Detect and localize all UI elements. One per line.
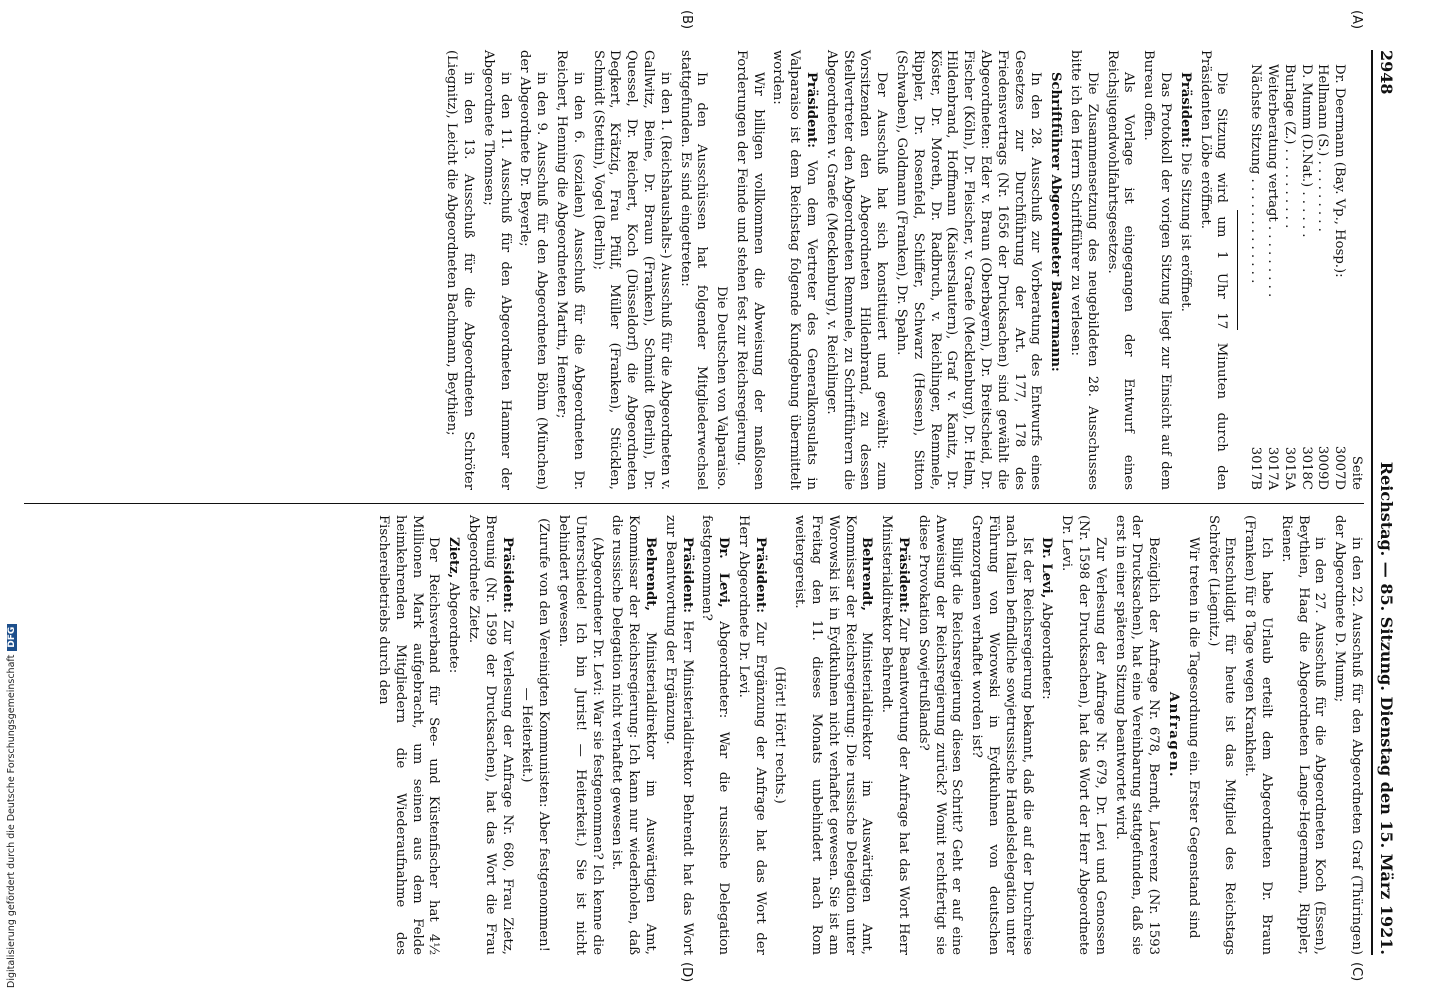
index-row: D. Mumm (D.Nat.) . . . . . . 3018C [1298, 64, 1314, 490]
page-title: Reichstag. — 85. Sitzung. Dienstag den 15. März 1921. [1377, 461, 1396, 955]
column-divider [24, 503, 1364, 504]
right-column [371, 515, 1364, 955]
paragraph: Behrendt, Ministerialdirektor im Auswärtigen Amt, Kommissar der Reichsregierung: Ich kann nur wiederholen, daß die russische Delegation nicht verhaftet gewesen ist. [609, 515, 658, 955]
paragraph: in den 22. Ausschuß für den Abgeordneten Graf (Thüringen) der Abgeordnete D. Mumm; [1332, 515, 1364, 955]
paragraph: Entschuldigt für heute ist das Mitglied des Reichstags Schröter (Liegnitz.) [1205, 515, 1238, 955]
paragraph: Dr. Levi, Abgeordneter: [1039, 537, 1055, 700]
paragraph: Ist der Reichsregierung bekannt, daß die auf der Durchreise nach Italien befindliche sowjetrussische Handelsdelegation unter Führung von Worowski in Eydtkuhnen von deutschen Grenzorganen verhaftet worden ist? [969, 515, 1035, 955]
paragraph: Präsident: Herr Ministerialdirektor Behrendt hat das Wort zur Beantwortung der Ergänzung. [662, 515, 695, 955]
paragraph: Präsident: Zur Beantwortung der Anfrage hat das Wort Herr Ministerialdirektor Behrendt. [879, 515, 912, 955]
digitization-credit [6, 8, 17, 988]
paragraph: Der Reichsverband für See- und Küstenfischer hat 4½ Millionen Mark aufgebracht, um seinen aus dem Felde heimkehrenden Mitgliedern die Wiederaufnahme des Fischereibetriebs durch den [375, 515, 442, 955]
paragraph: Als Vorlage ist eingegangen der Entwurf eines Reichsjugendwohlfahrtsgesetzes. [1104, 50, 1137, 490]
margin-mark-a: (A) [1349, 10, 1364, 30]
section-rule [1237, 210, 1238, 330]
speaker-heading: Schriftführer Abgeordneter Bauermann: [1048, 72, 1064, 372]
section-heading: Anfragen. [1166, 691, 1182, 779]
paragraph: Das Protokoll der vorigen Sitzung liegt zur Einsicht auf dem Bureau offen. [1141, 50, 1174, 490]
paragraph: Behrendt, Ministerialdirektor im Auswärtigen Amt, Kommissar der Reichsregierung: Die russische Delegation unter Worowski ist in Eydtkuhnen nicht verhaftet gewesen. Sie ist am Freitag den 11. dieses Monats unbehindert nach Rom weitergereist. [792, 515, 875, 955]
credit-text: Digitalisierung gefördert durch die Deutsche Forschungsgemeinschaft [6, 654, 17, 988]
paragraph: Die Zusammensetzung des neugebildeten 28. Ausschusses bitte ich den Herrn Schriftführer zu verlesen: [1068, 50, 1100, 490]
index-row: Hellmann (S.) . . . . . . . . . 3009D [1315, 64, 1331, 490]
paragraph: Der Ausschuß hat sich konstituiert und gewählt: zum Vorsitzenden den Abgeordneten Hildenbrand, zu dessen Stellvertreter den Abgeordneten Remmele, zu Schriftführern die Abgeordneten v. Graefe (Mecklenburg), v. Reichlinger. [823, 50, 890, 490]
paragraph: Ich habe Urlaub erteilt dem Abgeordneten Dr. Braun (Franken) für 8 Tage wegen Krankheit. [1242, 515, 1275, 955]
dfg-logo: DFG [7, 624, 17, 651]
paragraph: Wir billigen vollkommen die Abweisung der maßlosen Forderungen der Feinde und stehen fest zur Reichsregierung. [733, 50, 766, 490]
speaker-index [1246, 64, 1364, 490]
index-row: Weiterberatung vertagt . . . . . . . . . 3017A [1265, 64, 1281, 490]
paragraph: Zietz, Abgeordnete: [446, 537, 462, 674]
page-header [1371, 50, 1396, 955]
interjection: (Zurufe von den Vereinigten Kommunisten: Aber festgenommen! — Heiterkeit.) [519, 518, 552, 952]
paragraph: Zur Verlesung der Anfrage Nr. 679, Dr. Levi und Genossen (Nr. 1598 der Drucksachen), hat das Wort der Herr Abgeordnete Dr. Levi. [1059, 515, 1108, 955]
margin-mark-d: (D) [679, 962, 694, 983]
margin-mark-b: (B) [679, 10, 694, 30]
paragraph: In den Ausschüssen hat folgender Mitgliederwechsel stattgefunden. Es sind eingetreten: [677, 50, 710, 490]
index-row: Nächste Sitzung . . . . . . . . . . . . . 3017B [1248, 64, 1264, 490]
paragraph: in den 1. (Reichshaushalts-) Ausschuß für die Abgeordneten v. Gallwitz, Beine, Dr. Braun (Franken), Schmidt (Berlin), Dr. Quessel, Dr. Reichert, Koch (Düsseldorf) die Abgeordneten Degkert, Krätzig, Frau Pfülf, Müller (Franken), Stücklen, Schmidt (Stettin), Vogel (Berlin); [590, 50, 673, 490]
paragraph: Präsident: Zur Verlesung der Anfrage Nr. 680, Frau Zietz, Breunig (Nr. 1599 der Drucksachen), hat das Wort die Frau Abgeordnete Zietz. [465, 515, 515, 955]
paragraph: in den 11. Ausschuß für den Abgeordneten Hammer der Abgeordnete Thomsen; [480, 50, 513, 490]
margin-mark-c: (C) [1349, 962, 1364, 982]
paragraph: in den 6. (sozialen) Ausschuß für die Abgeordneten Dr. Reichert, Henning die Abgeordneten Martin, Hemeter; [553, 50, 586, 490]
paragraph: Präsident: Zur Ergänzung der Anfrage hat das Wort der Herr Abgeordnete Dr. Levi. [735, 515, 768, 955]
index-label: Seite [1349, 455, 1364, 490]
paragraph: Bezüglich der Anfrage Nr. 678, Berndt, Laverenz (Nr. 1593 der Drucksachen), hat eine Vereinbarung stattgefunden, daß sie erst in einer späteren Sitzung beantwortet wird. [1112, 515, 1162, 955]
paragraph: Billigt die Reichsregierung diesen Schritt? Geht er auf eine Anweisung der Reichsregierung zurück? Womit rechtfertigt sie diese Provokation Sowjetrußlands? [915, 515, 965, 955]
left-column [439, 50, 1364, 490]
paragraph: in den 27. Ausschuß für die Abgeordneten Koch (Essen), Beythien, Haag die Abgeordneten Lange-Hegermann, Rippler, Riener. [1278, 515, 1328, 955]
index-row: Burlage (Z.) . . . . . . . . . . 3015A [1281, 64, 1297, 490]
paragraph: Dr. Levi, Abgeordneter: War die russische Delegation festgenommen? [699, 515, 732, 956]
paragraph: in den 9. Ausschuß für den Abgeordneten Böhm (München) der Abgeordnete Dr. Beyerle; [517, 50, 550, 490]
page-number: 2948 [1377, 50, 1396, 95]
paragraph: Präsident: Die Sitzung ist eröffnet. [1177, 72, 1193, 312]
interjection: (Abgeordneter Dr. Levi: War sie festgenommen? Ich kenne die Unterschiede! Ich bin Jurist! — Heiterkeit.) Sie ist nicht behindert gewesen. [555, 515, 605, 955]
interjection: (Hört! Hört! rechts.) [772, 666, 788, 804]
paragraph: In den 28. Ausschuß zur Vorberatung des Entwurfs eines Gesetzes zur Durchführung der Art. 177, 178 des Friedensvertrags (Nr. 1656 der Drucksachen) sind gewählt die Abgeordneten: Eder v. Braun (Oberbayern), Dr. Breitscheid, Dr. Fischer (Köln), Dr. Fleischer, v. Graefe (Mecklenburg), Dr. Helm, Hildenbrand, Hoffmann (Kaiserslautern), Graf v. Kanitz, Dr. Köster, Dr. Moreth, Dr. Radbruch, v. Reichlinger, Remmele, Rippler, Dr. Rosenfeld, Schiffer, Schwarz (Hessen), Sitton (Schwaben), Goldmann (Franken), Dr. Spahn. [894, 50, 1044, 490]
paragraph: Präsident: Von dem Vertreter des Generalkonsulats in Valparaiso ist dem Reichstag folgende Kundgebung übermittelt worden: [770, 50, 820, 490]
paragraph: Die Sitzung wird um 1 Uhr 17 Minuten durch den Präsidenten Löbe eröffnet. [1197, 50, 1230, 490]
paragraph: in den 13. Ausschuß für die Abgeordneten Schröter (Liegnitz), Leicht die Abgeordneten Bachmann, Beythien; [444, 50, 476, 490]
index-row: Dr. Deermann (Bay. Vp., Hosp.): 3007D [1332, 64, 1348, 490]
paragraph: Wir treten in die Tagesordnung ein. Erster Gegenstand sind [1185, 537, 1201, 939]
paragraph: Die Deutschen von Valparaiso. [714, 286, 730, 490]
